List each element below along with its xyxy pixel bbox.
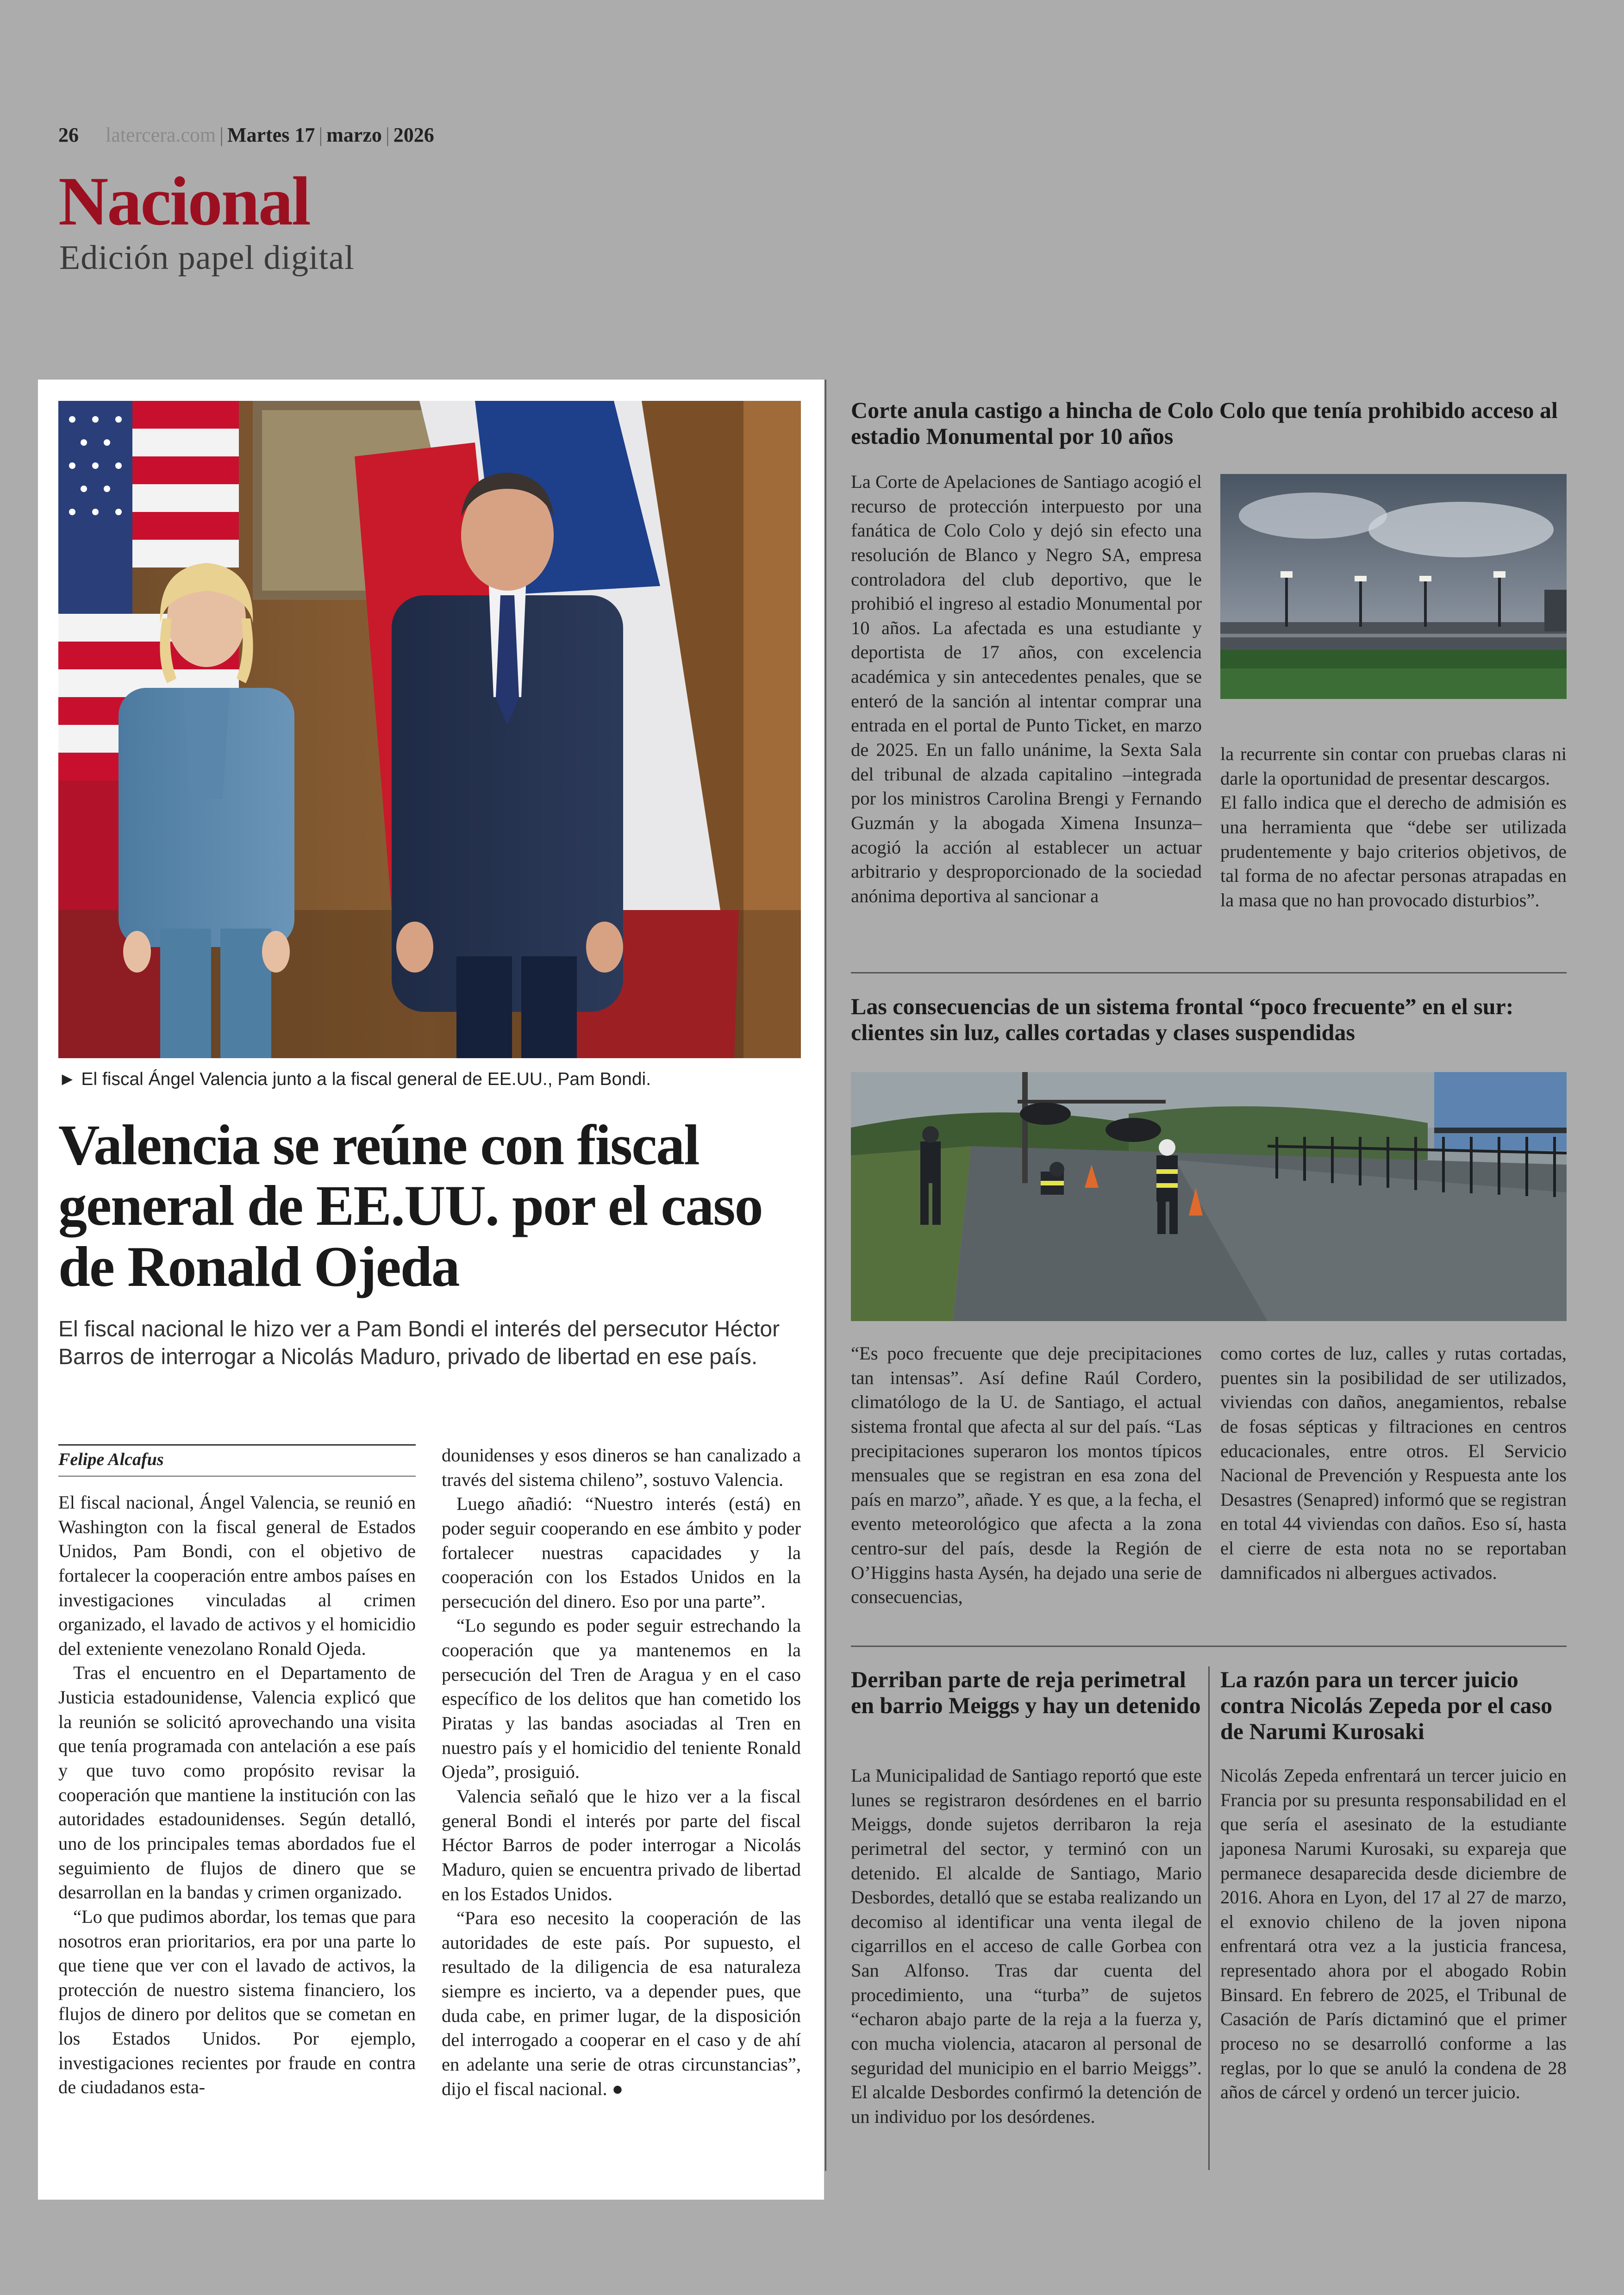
date-month: marzo [326, 124, 382, 146]
story4-column [1220, 1764, 1567, 2105]
main-paragraph: dounidenses y esos dineros se han canalizado a través del sistema chileno”, sostuvo Valencia. [442, 1445, 801, 1490]
photo-illustration [58, 401, 801, 1058]
story-separator [851, 972, 1567, 973]
section-title: Nacional [58, 163, 310, 240]
site-name: latercera.com [106, 124, 216, 146]
main-photo [58, 401, 801, 1058]
main-paragraph: Luego añadió: “Nuestro interés (está) en poder seguir cooperando en ese ámbito y poder fortalecer nuestras capacidades y la cooperación con los Estados Unidos en la persecución del dinero. Eso por una parte”. [442, 1493, 801, 1612]
main-paragraph: Valencia señaló que le hizo ver a la fiscal general Bondi el interés por parte del fiscal Héctor Barros de poder interrogar a Nicolás Maduro, quien se encuentra privado de libertad en los Estados Unidos. [442, 1785, 801, 1904]
column-divider [1208, 1666, 1210, 2170]
story3-headline: Derriban parte de reja perimetral en barrio Meiggs y hay un detenido [851, 1666, 1201, 1718]
stadium-illustration [1220, 474, 1567, 699]
story3-column [851, 1764, 1202, 2129]
story2-paragraph: como cortes de luz, calles y rutas cortadas, puentes sin la posibilidad de ser utilizados, viviendas con daños, anegamientos, rebalse de fosas sépticas y filtraciones en centros educacionales, entre otros. El Servicio Nacional de Prevención y Respuesta ante los Desastres (Senapred) informó que se registran en total 44 viviendas con daños. Eso sí, hasta el cierre de esta nota no se reportaban damnificados ni albergues activados. [1220, 1343, 1567, 1583]
main-paragraph: “Lo segundo es poder seguir estrechando la cooperación que ya mantenemos en la persecución del Tren de Aragua y en el caso específico de los delitos que han cometido los Piratas y las bandas asociadas al Tren en nuestro país y el homicidio del teniente Ronald Ojeda”, prosiguió. [442, 1615, 801, 1783]
main-paragraph: El fiscal nacional, Ángel Valencia, se reunió en Washington con la fiscal general de Estados Unidos, Pam Bondi, con el objetivo de fortalecer la cooperación entre ambos países en investigaciones vinculadas al crimen organizado, el lavado de activos y el homicidio del exteniente venezolano Ronald Ojeda. [58, 1492, 416, 1659]
page-number: 26 [58, 124, 79, 146]
photo-caption: ► El fiscal Ángel Valencia junto a la fiscal general de EE.UU., Pam Bondi. [58, 1069, 651, 1089]
main-paragraph: “Lo que pudimos abordar, los temas que para nosotros eran prioritarios, era por una parte lo que tiene que ver con el lavado de activos, la protección de nuestro sistema financiero, los flujos de dinero por delitos que se cometan en los Estados Unidos. Por ejemplo, investigaciones recientes por fraude en contra de ciudadanos esta- [58, 1906, 416, 2098]
story1-paragraph: la recurrente sin contar con pruebas claras ni darle la oportunidad de presentar descargos. [1220, 743, 1567, 789]
story3-paragraph: La Municipalidad de Santiago reportó que este lunes se registraron desórdenes en el barrio Meiggs, donde sujetos derribaron la reja perimetral del sector, y terminó con un detenido. El alcalde de Santiago, Mario Desbordes, detalló que se estaba realizando un decomiso al identificar una venta ilegal de cigarrillos en el acceso de calle Gorbea con San Alfonso. Tras dar cuenta del procedimiento, una “turba” de sujetos “echaron abajo parte de la reja a la fuerza y, con mucha violencia, atacaron al personal de seguridad del municipio en el barrio Meiggs”. El alcalde Desbordes confirmó la detención de un individuo por los desórdenes. [851, 1765, 1202, 2127]
byline: Felipe Alcafus [58, 1444, 416, 1470]
date-day: Martes 17 [227, 124, 315, 146]
story-separator [851, 1646, 1567, 1647]
flood-illustration [851, 1072, 1567, 1321]
story2-column-2 [1220, 1341, 1567, 1585]
section-subtitle: Edición papel digital [59, 239, 355, 277]
story4-headline: La razón para un tercer juicio contra Nicolás Zepeda por el caso de Narumi Kurosaki [1220, 1666, 1553, 1744]
stadium-photo [1220, 474, 1567, 699]
story1-column-2 [1220, 742, 1567, 912]
story1-headline: Corte anula castigo a hincha de Colo Colo que tenía prohibido acceso al estadio Monumental por 10 años [851, 397, 1558, 449]
main-paragraph: Tras el encuentro en el Departamento de Justicia estadounidense, Valencia explicó que la reunión se solicitó aprovechando una visita que tenía programada con antelación a ese país y que tuvo como propósito revisar la cooperación que mantiene la institución con las autoridades estadounidenses. Según detalló, uno de los principales temas abordados fue el seguimiento de flujos de dinero que se desarrollan en la bandas y crimen organizado. [58, 1662, 416, 1903]
flood-photo [851, 1072, 1567, 1321]
main-paragraph: “Para eso necesito la cooperación de las autoridades de este país. Por supuesto, el resultado de la diligencia de esa naturaleza siempre es incierto, va a depender pues, que duda cabe, en primer lugar, de la disposición del interrogado a cooperar en el caso y de ahí en adelante una serie de otras circunstancias”, dijo el fiscal nacional. ● [442, 1908, 801, 2099]
main-headline: Valencia se reúne con fiscal general de EE.UU. por el caso de Ronald Ojeda [58, 1113, 762, 1298]
story4-paragraph: Nicolás Zepeda enfrentará un tercer juicio en Francia por su presunta responsabilidad en el que sería el asesinato de la estudiante japonesa Narumi Kurosaki, su expareja que permanece desaparecida desde diciembre de 2016. Ahora en Lyon, del 17 al 27 de marzo, el exnovio chileno de la joven nipona enfrentará otra vez a la justicia francesa, representado ahora por el abogado Robin Binsard. En febrero de 2025, el Tribunal de Casación de París dictaminó que el primer proceso no se desarrolló conforme a las reglas, por lo que se anuló la condena de 28 años de cárcel y ordenó un tercer juicio. [1220, 1765, 1567, 2103]
story2-column-1 [851, 1341, 1202, 1609]
story2-paragraph: “Es poco frecuente que deje precipitaciones tan intensas”. Así define Raúl Cordero, climatólogo de la U. de Santiago, el actual sistema frontal que afecta al sur del país. “Las precipitaciones superaron los montos típicos mensuales que se registran en esa zona del país en marzo”, añade. Y es que, a la fecha, el evento meteorológico que afecta a la zona centro-sur del país, desde la Región de O’Higgins hasta Aysén, ha dejado una serie de consecuencias, [851, 1343, 1202, 1608]
date-year: 2026 [393, 124, 434, 146]
main-deck: El fiscal nacional le hizo ver a Pam Bondi el interés del persecutor Héctor Barros de interrogar a Nicolás Maduro, privado de libertad en ese país. [58, 1317, 780, 1369]
column-divider [825, 380, 826, 2171]
main-column-1 [58, 1491, 416, 2100]
story1-paragraph: La Corte de Apelaciones de Santiago acogió el recurso de protección interpuesto por una fanática de Colo Colo y dejó sin efecto una resolución de Blanco y Negro SA, empresa controladora del club deportivo, que le prohibió el ingreso al estadio Monumental por 10 años. La afectada es una estudiante y deportista de 17 años, con excelencia académica y sin antecedentes penales, que se enteró de la sanción al intentar comprar una entrada en el portal de Punto Ticket, en marzo de 2025. En un fallo unánime, la Sexta Sala del tribunal de alzada capitalino –integrada por los ministros Carolina Brengi y Fernando Guzmán y la abogada Ximena Insunza– acogió la acción al establecer un actuar arbitrario y desproporcionado de la sociedad anónima deportiva al sancionar a [851, 471, 1202, 906]
story1-paragraph: El fallo indica que el derecho de admisión es una herramienta que “debe ser utilizada prudentemente y bajo criterios objetivos, de tal forma de no afectar personas atrapadas en la masa que no han provocado disturbios”. [1220, 792, 1567, 911]
main-column-2 [442, 1443, 801, 2101]
page-header: 26 latercera.com | Martes 17 | marzo | 2026 [58, 124, 434, 146]
story2-headline: Las consecuencias de un sistema frontal “poco frecuente” en el sur: clientes sin luz, calles cortadas y clases suspendidas [851, 993, 1514, 1045]
story1-column-1 [851, 470, 1202, 909]
byline-rule [58, 1476, 416, 1477]
